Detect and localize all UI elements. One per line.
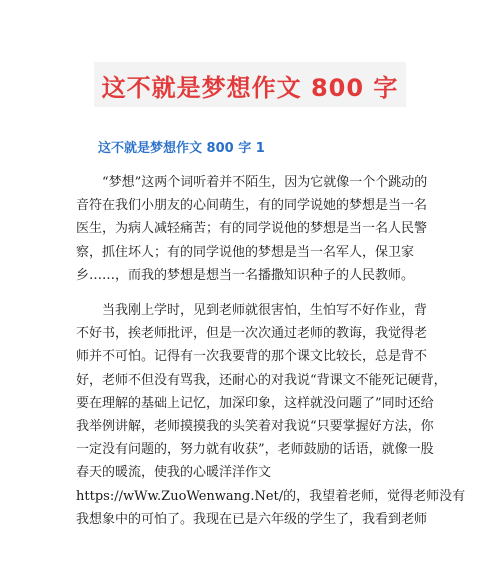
text-line: 我想象中的可怕了。我现在已是六年级的学生了，我看到老师 <box>76 511 428 527</box>
title-wrap <box>0 62 500 107</box>
text-line: 春天的暖流，使我的心暖洋洋作文 <box>76 465 272 481</box>
paragraph-2 <box>76 299 466 531</box>
text-line: 要在理解的基础上记忆，加深印象，这样就没问题了”同时还给 <box>76 395 434 411</box>
text-line: 师并不可怕。记得有一次我要背的那个课文比较长，总是背不 <box>76 349 428 365</box>
text-line: “梦想”这两个词听着并不陌生，因为它就像一个个跳动的 <box>102 175 428 190</box>
document-title: 这不就是梦想作文 800 字 <box>94 62 407 107</box>
text-line: 察，抓住坏人；有的同学说他的梦想是当一名军人，保卫家 <box>76 244 415 260</box>
text-line: 音符在我们小朋友的心间萌生，有的同学说她的梦想是当一名 <box>76 198 428 214</box>
text-line: 一定没有问题的，努力就有收获”，老师鼓励的话语，就像一股 <box>76 442 434 458</box>
text-line: 当我刚上学时，见到老师就很害怕，生怕写不好作业，背 <box>102 303 428 319</box>
text-line: 医生，为病人减轻痛苦；有的同学说他的梦想是当一名人民警 <box>76 221 428 237</box>
section-heading: 这不就是梦想作文 800 字 1 <box>98 141 265 156</box>
text-line: 好，老师不但没有骂我，还耐心的对我说“背课文不能死记硬背， <box>76 372 447 388</box>
text-line: 乡……，而我的梦想是想当一名播撒知识种子的人民教师。 <box>76 267 415 283</box>
text-line: https://wWw.ZuoWenwang.Net/的，我望着老师，觉得老师没有 <box>76 488 466 504</box>
paragraph-1 <box>76 171 436 287</box>
text-line: 我举例讲解，老师摸摸我的头笑着对我说“只要掌握好方法，你 <box>76 419 434 435</box>
article-body <box>76 171 466 543</box>
text-line: 不好书，挨老师批评，但是一次次通过老师的教诲，我觉得老 <box>76 326 428 342</box>
